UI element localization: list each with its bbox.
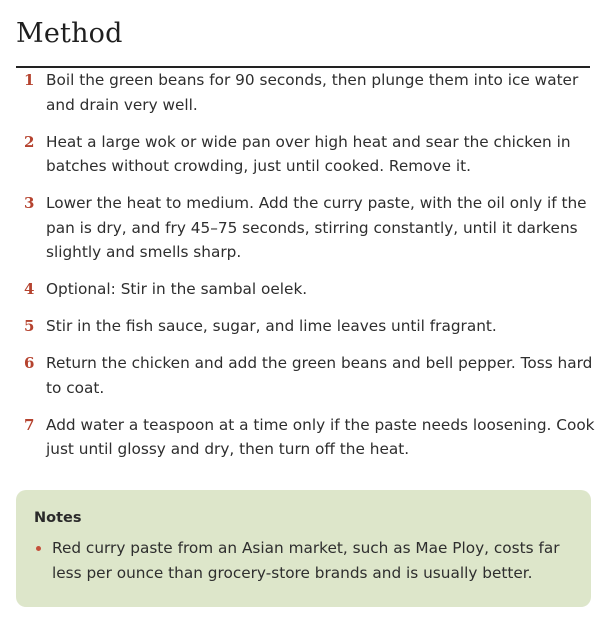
step-number: 1 (24, 71, 35, 89)
method-step (16, 314, 596, 339)
step-number: 6 (24, 354, 35, 372)
method-steps-list (16, 68, 596, 462)
notes-list (34, 536, 573, 585)
notes-heading: Notes (34, 510, 82, 526)
step-text: Add water a teaspoon at a time only if the paste needs loosening. Cook just until glossy and dry, then turn off the heat. (46, 415, 595, 458)
method-step (16, 351, 596, 400)
step-text: Boil the green beans for 90 seconds, then plunge them into ice water and drain very well. (46, 71, 579, 114)
method-step (16, 277, 596, 302)
method-step (16, 68, 596, 117)
step-text: Heat a large wok or wide pan over high heat and sear the chicken in batches without crowding, just until cooked. Remove it. (46, 132, 571, 175)
step-number: 7 (24, 415, 35, 434)
step-number: 2 (24, 132, 35, 151)
step-number: 4 (24, 280, 35, 298)
method-step (16, 191, 596, 265)
bullet-dot-icon (36, 546, 41, 551)
step-text: Stir in the fish sauce, sugar, and lime leaves until fragrant. (46, 317, 497, 335)
note-text: Red curry paste from an Asian market, such as Mae Ploy, costs far less per ounce than grocery-store brands and is usually better. (52, 539, 560, 582)
step-text: Return the chicken and add the green beans and bell pepper. Toss hard to coat. (46, 354, 593, 397)
step-number: 3 (24, 194, 35, 212)
step-text: Optional: Stir in the sambal oelek. (46, 280, 308, 298)
method-step (16, 130, 596, 179)
note-item (34, 536, 573, 585)
method-heading: Method (16, 18, 123, 49)
step-text: Lower the heat to medium. Add the curry paste, with the oil only if the pan is dry, and fry 45–75 seconds, stirring constantly, until it darkens slightly and smells sharp. (46, 194, 587, 261)
method-step (16, 413, 596, 462)
step-number: 5 (24, 317, 35, 335)
notes-box (16, 490, 591, 607)
